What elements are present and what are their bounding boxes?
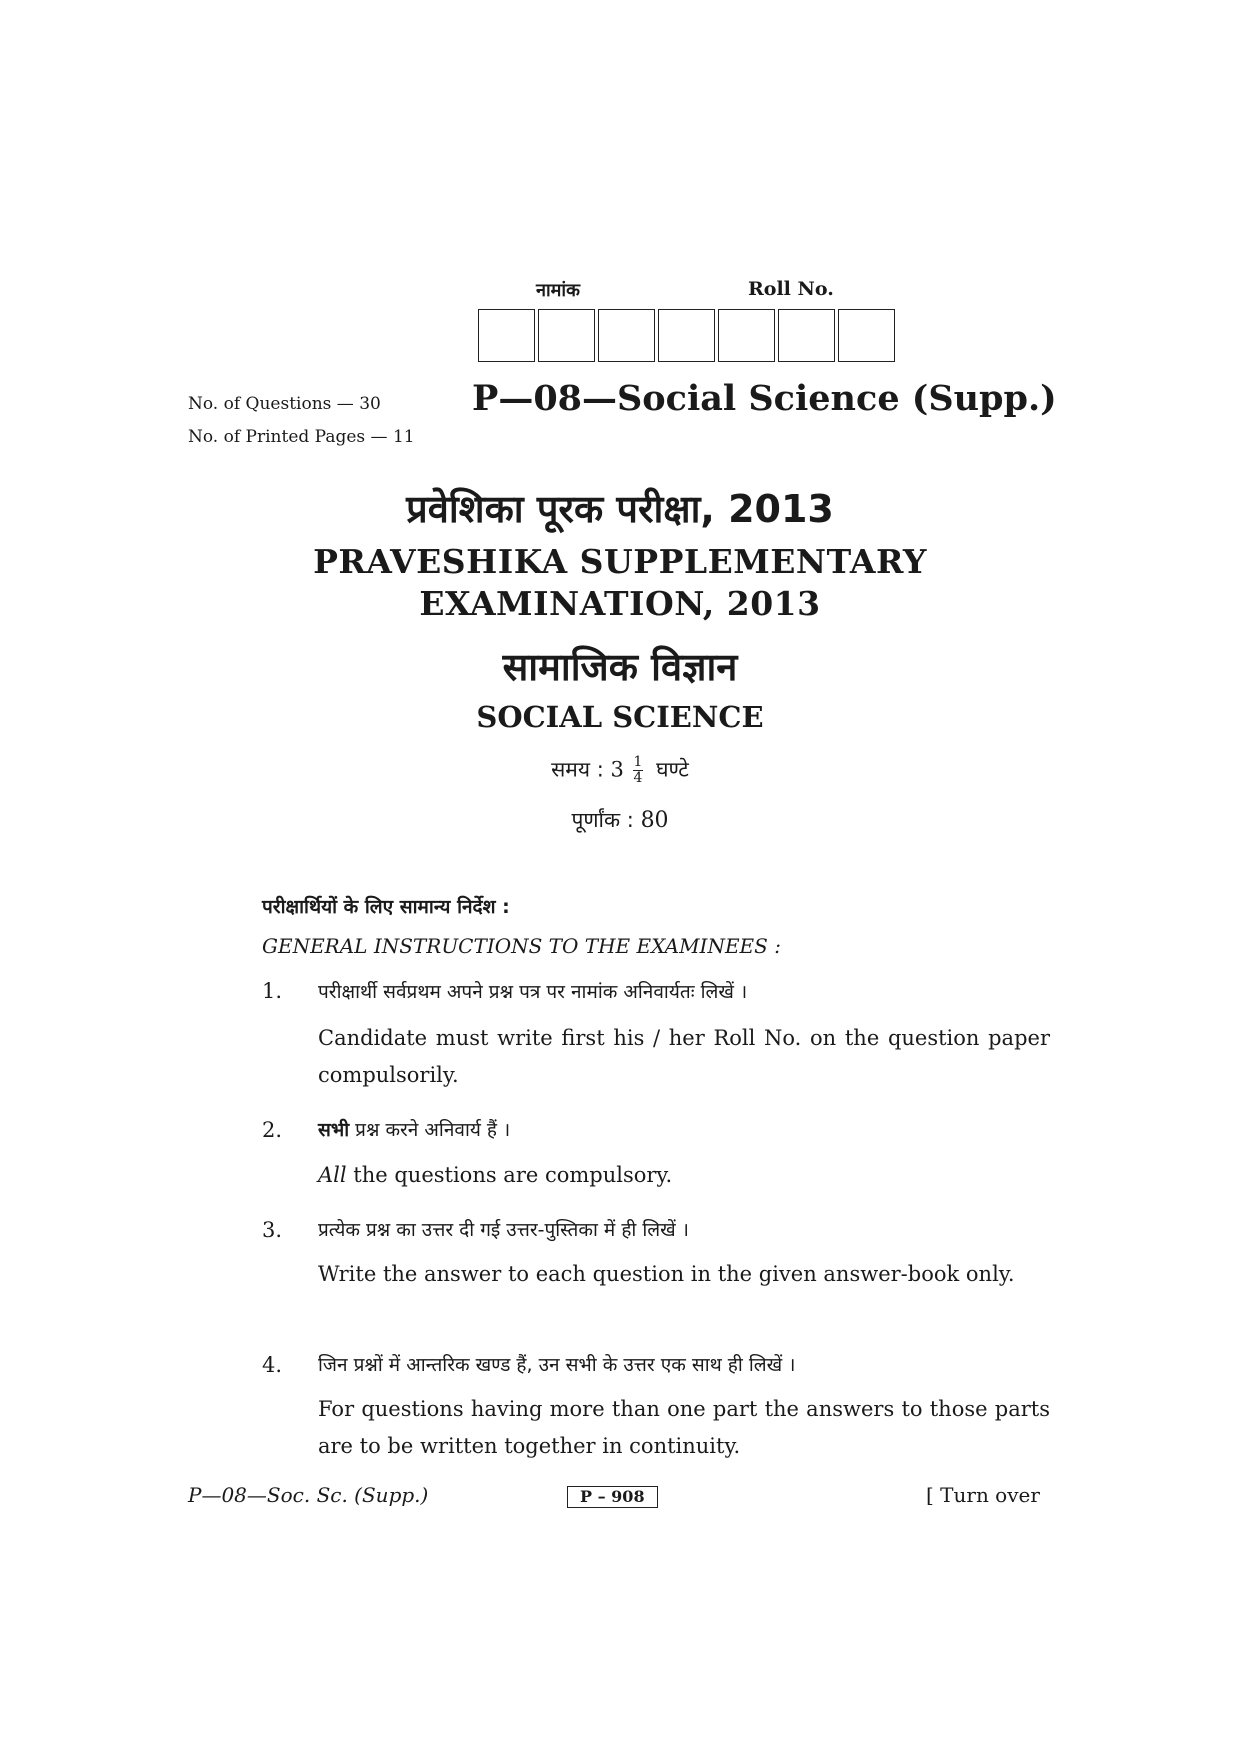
roll-digit-box <box>658 309 715 362</box>
instruction-hindi: जिन प्रश्नों में आन्तरिक खण्ड हैं, उन सभी के उत्तर एक साथ ही लिखें । <box>318 1354 796 1376</box>
fraction-numerator: 1 <box>633 754 643 770</box>
roll-number-labels <box>478 278 898 304</box>
instructions-heading-hindi: परीक्षार्थियों के लिए सामान्य निर्देश : <box>262 896 510 918</box>
instruction-number: 3. <box>262 1218 283 1242</box>
instruction-english <box>318 1163 672 1187</box>
exam-title-hindi: प्रवेशिका पूरक परीक्षा, 2013 <box>406 487 834 531</box>
roll-label-english: Roll No. <box>748 278 834 300</box>
roll-number-boxes <box>478 309 898 362</box>
roll-digit-box <box>838 309 895 362</box>
footer-print-code: P – 908 <box>567 1486 658 1508</box>
instruction-number: 4. <box>262 1353 283 1377</box>
question-count: No. of Questions — 30 <box>188 394 381 414</box>
instruction-number: 1. <box>262 979 283 1003</box>
instruction-number: 2. <box>262 1118 283 1142</box>
time-fraction <box>633 755 644 786</box>
exam-title-english-line1: PRAVESHIKA SUPPLEMENTARY <box>313 542 927 581</box>
footer-paper-code: P—08—Soc. Sc. (Supp.) <box>188 1483 429 1507</box>
fraction-denominator: 4 <box>633 770 643 786</box>
instructions-heading-english: GENERAL INSTRUCTIONS TO THE EXAMINEES : <box>262 934 781 958</box>
roll-digit-box <box>718 309 775 362</box>
marks-label: पूर्णांक : <box>571 808 634 832</box>
subject-hindi: सामाजिक विज्ञान <box>502 645 738 689</box>
instruction-hindi-rest: प्रश्न करने अनिवार्य हैं । <box>349 1119 511 1141</box>
exam-title-english-line2: EXAMINATION, 2013 <box>419 584 821 623</box>
instruction-english: Write the answer to each question in the given answer-book only. <box>318 1262 1015 1286</box>
instruction-hindi: प्रत्येक प्रश्न का उत्तर दी गई उत्तर-पुस्तिका में ही लिखें । <box>318 1219 689 1241</box>
roll-digit-box <box>598 309 655 362</box>
roll-digit-box <box>478 309 535 362</box>
turn-over-note: [ Turn over <box>926 1483 1040 1507</box>
time-hours: 3 <box>610 757 624 782</box>
time-label: समय : <box>551 757 604 782</box>
instruction-hindi-bold: सभी <box>318 1119 350 1141</box>
printed-pages-count: No. of Printed Pages — 11 <box>188 427 415 447</box>
time-duration <box>0 755 1240 786</box>
instruction-english: For questions having more than one part the answers to those parts are to be written together in continuity. <box>318 1397 1050 1458</box>
paper-code-heading: P—08—Social Science (Supp.) <box>472 378 1057 419</box>
instruction-hindi <box>318 1116 510 1142</box>
instruction-english-rest: the questions are compulsory. <box>346 1163 673 1187</box>
roll-digit-box <box>538 309 595 362</box>
instruction-english-italic: All <box>318 1163 347 1187</box>
marks-value: 80 <box>640 808 669 833</box>
subject-english: SOCIAL SCIENCE <box>476 700 764 734</box>
roll-digit-box <box>778 309 835 362</box>
instruction-hindi: परीक्षार्थी सर्वप्रथम अपने प्रश्न पत्र पर नामांक अनिवार्यतः लिखें । <box>318 981 748 1003</box>
roll-label-hindi: नामांक <box>536 280 580 301</box>
time-unit: घण्टे <box>656 757 689 782</box>
full-marks <box>0 806 1240 834</box>
instruction-english: Candidate must write first his / her Roll No. on the question paper compulsorily. <box>318 1026 1050 1087</box>
